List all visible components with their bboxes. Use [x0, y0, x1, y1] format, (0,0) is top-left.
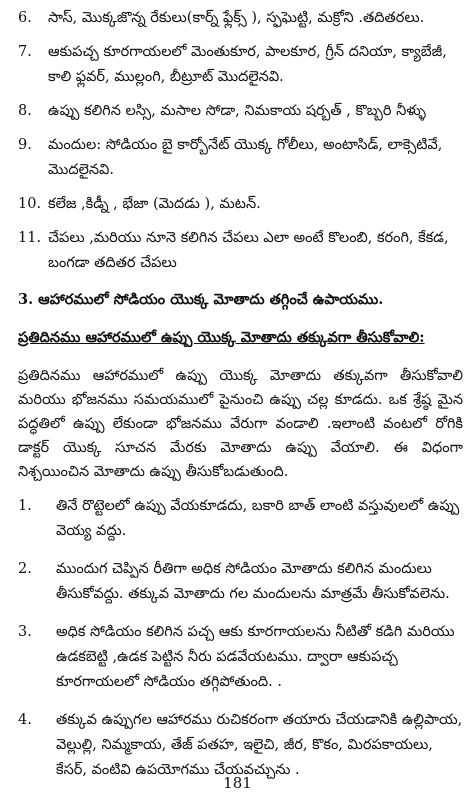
list-item-text: ఆకుపచ్చ కూరగాయలలో మెంతుకూర, పాలకూర, గ్రీన్ దనియా, క్యాబేజీ, కాలి ఫ్లవర్, ముల్లంగి, బీట్రూట్ మొదలైనవి. — [48, 44, 447, 85]
list-item — [18, 494, 463, 544]
list-item-number: 2. — [18, 561, 32, 577]
list-item-text: కలేజ ,కిడ్నీ , భేజా (మెదడు ), మటన్. — [48, 196, 261, 212]
list-item-number: 6. — [18, 10, 32, 26]
list-item — [18, 192, 463, 217]
list-item — [18, 40, 463, 90]
list-item — [18, 6, 463, 31]
list-item — [18, 557, 463, 607]
subsection-heading: ప్రతిదినము ఆహారములో ఉప్పు యొక్క మోతాదు తక్కువగా తీసుకోవాలి: — [18, 329, 425, 346]
list-item-number: 3. — [18, 624, 32, 640]
list-item — [18, 226, 463, 276]
list-item-number: 8. — [18, 103, 32, 119]
list-item-text: ఉప్పు కలిగిన లస్సి, మసాల సోడా, నిమకాయ షర్బత్ , కొబ్బరి నీళ్ళు — [48, 103, 426, 119]
list-item-number: 1. — [18, 498, 32, 514]
list-item-text: తక్కువ ఉప్పుగల ఆహారము రుచికరంగా తయారు చేయడానికి ఉల్లిపాయ, వెల్లుల్లి, నిమ్మకాయ, తేజ్ పతహ, ఇలైచి, జీర, కొకం, మిరపకాయలు, కేసర్, వంటివి ఉపయోగము చేయవచ్చును . — [56, 712, 463, 778]
list-item-number: 10. — [18, 196, 42, 212]
list-item-text: ముందుగ చెప్పిన రీతిగా అధిక సోడియం మోతాదు కలిగిన మందులు తీసుకోవద్దు. తక్కువ మోతాదు గల మందులను మాత్రమే తీసుకోవలెను. — [56, 561, 450, 602]
body-paragraph: ప్రతిదినము ఆహారములో ఉప్పు యొక్క మోతాదు తక్కువగా తీసుకోవాలి మరియు భోజనము సమయములో పైనుంచి ఉప్పు చల్ల కూడదు. ఒక శ్రేష్ఠ మైన పద్ధతిలో ఉప్పు లేకుండా భోజనము వేరుగా వండాలి .ఇలాంటి వంటలో రోగికి డాక్టర్ యొక్క సూచన మేరకు మోతాదు ఉప్పు వేయాలి. ఈ విధంగా నిశ్చయించిన మోతాదు ఉప్పు తీసుకోబడుతుంది. — [18, 368, 463, 480]
list-item-number: 11. — [18, 230, 42, 246]
list-item-text: సాస్, మొక్కజొన్న రేకులు(కార్న్ ఫ్లేక్స్ ), స్ఫఘెట్టి, మక్రోని .తదితరలు. — [48, 10, 425, 26]
list-item — [18, 99, 463, 124]
list-item — [18, 708, 463, 783]
list-item-number: 7. — [18, 44, 32, 60]
section-heading: 3. ఆహారములో సోడియం యొక్క మోతాదు తగ్గించే ఉపాయము. — [18, 291, 384, 308]
tips-list — [18, 494, 463, 783]
list-item-text: మందుల: సోడియం బై కార్బోనేట్ యొక్క గోలీలు, అంటాసిడ్, లాక్సెటివే, మొదలైనవి. — [48, 137, 443, 178]
list-item-number: 4. — [18, 712, 32, 728]
list-item-number: 9. — [18, 137, 32, 153]
list-item — [18, 133, 463, 183]
list-item-text: చేపలు ,మరియు నూనె కలిగిన చేపలు ఎలా అంటే కొలంబి, కరంగి, కేకడ, బంగడా తదితర చేపలు — [48, 230, 449, 271]
list-item-text: అధిక సోడియం కలిగిన పచ్చ ఆకు కూరగాయలను నీటితో కడిగి మరియు ఉడకబెట్టి ,ఉడక పెట్టిన నీరు పడవేయటము. ద్వారా ఆకుపచ్చ కూరగాయలలో సోడియం తగ్గిపోతుంది. . — [56, 624, 455, 690]
food-list-continued — [18, 6, 463, 276]
list-item-text: తినే రొట్టెలలో ఉప్పు వేయకూడదు, బకారి బాత్ లాంటి వస్తువులలో ఉప్పు వెయ్య వద్దు. — [56, 498, 460, 539]
list-item — [18, 620, 463, 695]
page-number: 181 — [223, 774, 252, 792]
